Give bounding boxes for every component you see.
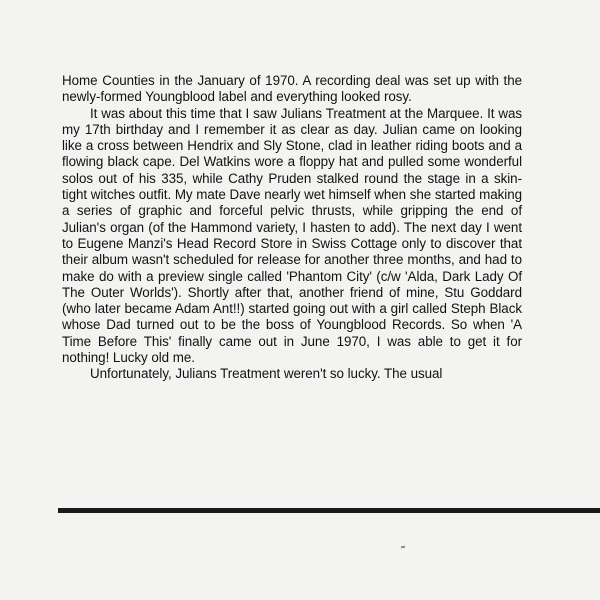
horizontal-rule xyxy=(58,508,600,513)
paragraph-continued: Home Counties in the January of 1970. A recording deal was set up with the newly-formed Youngblood label and everything looked rosy. xyxy=(62,73,522,105)
paragraph-marquee: It was about this time that I saw Julians Treatment at the Marquee. It was my 17th birthday and I remember it as clear as day. Julian came on looking like a cross between Hendrix and Sly Stone, clad in leather riding boots and a flowing black cape. Del Watkins wore a floppy hat and pulled some wonderful solos out of his 335, while Cathy Pruden stalked round the stage in a skin-tight witches outfit. My mate Dave nearly wet himself when she started making a series of graphic and forceful pelvic thrusts, while gripping the end of Julian's organ (of the Hammond variety, I hasten to add). The next day I went to Eugene Manzi's Head Record Store in Swiss Cottage only to discover that their album wasn't scheduled for release for another three months, and had to make do with a preview single called 'Phantom City' (c/w 'Alda, Dark Lady Of The Outer Worlds'). Shortly after that, another friend of mine, Stu Goddard (who later became Adam Ant!!) started going out with a girl called Steph Black whose Dad turned out to be the boss of Youngblood Records. So when 'A Time Before This' finally came out in June 1970, I was able to get it for nothing! Lucky old me. xyxy=(62,105,522,366)
body-text xyxy=(62,73,522,383)
paragraph-unfortunately: Unfortunately, Julians Treatment weren't so lucky. The usual xyxy=(90,366,443,382)
print-speck xyxy=(401,546,405,548)
